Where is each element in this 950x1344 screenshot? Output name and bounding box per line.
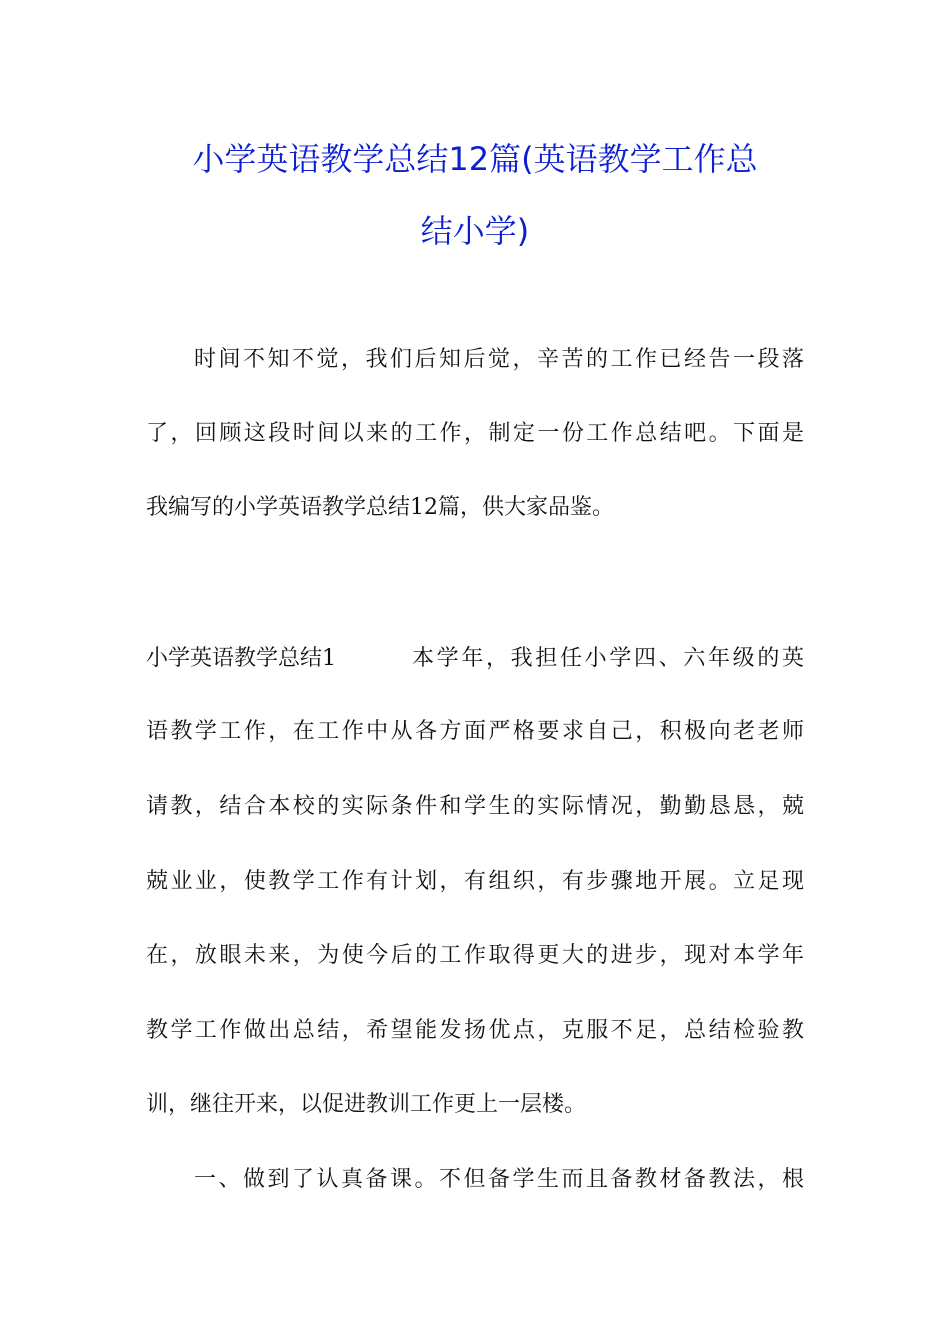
title-line-2: 结小学) bbox=[420, 212, 530, 250]
section1-line-2: 语教学工作，在工作中从各方面严格要求自己，积极向老老师 bbox=[146, 719, 804, 744]
intro-line-1: 时间不知不觉，我们后知后觉，辛苦的工作已经告一段落 bbox=[194, 347, 804, 372]
section1-heading: 小学英语教学总结1 bbox=[146, 646, 336, 671]
section1-first-line-rest: 本学年，我担任小学四、六年级的英 bbox=[412, 646, 804, 671]
intro-line-2: 了，回顾这段时间以来的工作，制定一份工作总结吧。下面是 bbox=[146, 421, 804, 446]
point1-line: 一、做到了认真备课。不但备学生而且备教材备教法，根 bbox=[194, 1167, 804, 1192]
section1-first-line bbox=[146, 644, 804, 674]
intro-line-3: 我编写的小学英语教学总结12篇，供大家品鉴。 bbox=[146, 495, 614, 520]
section1-line-5: 在，放眼未来，为使今后的工作取得更大的进步，现对本学年 bbox=[146, 943, 804, 968]
section1-line-3: 请教，结合本校的实际条件和学生的实际情况，勤勤恳恳，兢 bbox=[146, 794, 804, 819]
section1-line-7: 训，继往开来，以促进教训工作更上一层楼。 bbox=[146, 1092, 587, 1117]
title-line-1: 小学英语教学总结12篇(英语教学工作总 bbox=[192, 140, 758, 178]
section1-line-6: 教学工作做出总结，希望能发扬优点，克服不足，总结检验教 bbox=[146, 1018, 804, 1043]
section1-line-4: 兢业业，使教学工作有计划，有组织，有步骤地开展。立足现 bbox=[146, 869, 804, 894]
